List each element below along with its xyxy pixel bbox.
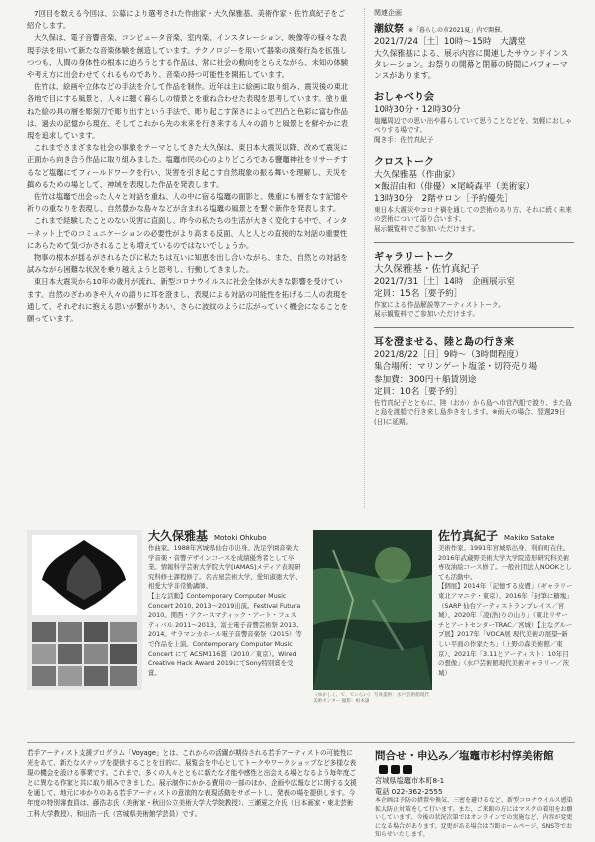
event-title: おしゃべり会 (374, 92, 434, 104)
event-line: 定員：15名［要予約］ (374, 289, 463, 300)
artist2-name-en: Makiko Satake (504, 534, 555, 542)
event-line: 集合場所：マリンゲート塩釜・切符売り場 (374, 362, 538, 373)
artist1-bio: 作曲家。1988年宮城県仙台市出身。洗足学園音楽大学音楽・音響デザインコースを成績優秀者として卒業。情報科学芸術大学院大学[IAMAS]メディア表現研究科修士課程修了。名古屋芸術大学、愛知淑徳大学、相愛大学非常勤講師。 (148, 544, 302, 591)
support-program-text: 若手アーティスト支援プログラム「Voyage」とは、これからの活躍が期待される若手アーティストの可能性に光をあて、新たなステップを提供することを目的に、展覧会を中心としてトークやワークショップなど多様な表現の機会を設ける事業です。これまで、多くの人々とともに新たな才能や感性と出会える場となるよう毎年度ごとに異なる作家と共に取り組みできました。展示制作にかかる費用の一部のほか、企画や広報などに関する支援を通して、地元にゆかりのある若手アーティストの意欲的な表現活動をサポートし、発表の場を提供します。今年度の特別審査員は、藤浩志氏（美術家・秋田公立美術大学大学院教授）、三瀬夏之介氏（日本画家・東北芸術工科大学教授）、和田浩一氏（宮城県美術館学芸員）です。 (27, 749, 357, 818)
intro-paragraph: 物事の根本が揺るがされるたびに私たちは互いに知恵を出し合いながら、また、自然との対話を試みながら困難な状況を乗り越えようと思考し、行動してきました。 (27, 253, 348, 275)
artist1-name: 大久保雅基 (148, 529, 209, 543)
artist2-awards: 【個展】2014年「記憶する皮膚」（ギャラリー東北アマニテ・東京）、2016年「封筆に糖塊」（SARP 仙台アーティストランプレイス／宮城）、2020年「凌(浩)りの山り」（東北リサーチとアートセンターTRAC／宮城）【主なグループ展】2017年「VOCA展 現代美術の展望─新しい平面の作家たち」（上野の森美術館／東京）、2021年「3.11とアーティスト：10年目の想像」（水戸芸術館現代美術ギャラリー／茨城） (438, 582, 573, 677)
event-date: 2021/7/24［土］10時～15時 大講堂 (374, 37, 526, 47)
event-line: 参加費：300円＋船賃別途 (374, 374, 477, 385)
event-line: 大久保雅基・佐竹真紀子 (374, 263, 480, 275)
artist2-bio: 美術作家。1991年宮城県出身、利府町在住。2016年武蔵野美術大学大学院造形研究科美術専攻油絵コース修了。一般社団法人NOOKとしても活動中。 (438, 544, 572, 581)
event-title-note: ※「暮らしの市2021夏」内で開催。 (408, 27, 507, 34)
divider (374, 327, 574, 328)
artist2-name: 佐竹真紀子 (438, 529, 499, 543)
contact-phone[interactable]: 電話 022-362-2555 (375, 787, 443, 796)
related-events (374, 8, 574, 434)
event-line: ×飯沼由和（俳優）×尾崎森平（美術家） (374, 182, 535, 192)
event-time: 10時30分・12時30分 (374, 105, 461, 116)
event-line: 13時30分 2階サロン［予約優先］ (374, 194, 514, 205)
contact-heading: 問合せ・申込み／塩竈市杉村惇美術館 (375, 750, 554, 762)
event-title: 潮紋祭 (374, 24, 404, 35)
event-note: 展示観覧料でご参加いただけます。 (374, 225, 479, 233)
event-desc: 東日本大震災やコロナ禍を通しての芸術のあり方、それに続く未来の芸術について語り合います。 (374, 205, 572, 224)
event-desc: 塩竈周辺での思い出や暮らしていて思うことなどを、気軽におしゃべりする場です。 (374, 116, 572, 135)
artist1-awards: 【主な活動】Contemporary Computer Music Concert 2010, 2013～2019出演。Festival Futura 2010。関西・アクースマティック・アート・フェスティバル 2011～2013。富士電子音響芸術祭 2013, 2014。サラマンカホール電子音響音楽祭（2015）等で作品を上演。Contemporary Computer Music Concert にて ACSM116賞（2010／東京）。Wired Creative Hack Award 2019にてSony特別賞を受賞。 (148, 591, 302, 677)
event-line: 定員：10名［要予約］ (374, 387, 463, 398)
event-desc: 大久保雅基による、展示内容に関連したサウンドインスタレーション。お祭りの開幕と閉幕の時間にパフォーマンスがあります。 (374, 49, 569, 81)
event-line: 大久保雅基（作曲家） (374, 169, 460, 180)
event-oshaberi (374, 88, 574, 145)
artist1-profile (148, 527, 303, 678)
event-line: 2021/7/31［土］14時 企画展示室 (374, 277, 515, 287)
artist1-name-en: Motoki Ohkubo (214, 534, 267, 542)
divider (374, 242, 574, 243)
event-shiomonsai (374, 20, 574, 81)
facebook-icon[interactable] (391, 765, 400, 774)
intro-paragraph: これまでさまざまな社会の事象をテーマとしてきた大久保は、東日本大震災以降、改めて震災に正面から向き合う作品に取り組みました。塩竈市民の心のよりどころである鹽竈神社をリサーチするなど塩竈にてフィールドワークを行い、災害を引き起こす自然現象の振る舞いを理解し、天災を鎮めるための場として、神域を表現した作品を発表します。 (27, 143, 348, 189)
contact-block (375, 748, 575, 840)
intro-paragraph: 佐竹は、絵画や立体などの手法を介して作品を制作。近年は主に絵画に取り組み、震災後の東北各地で目にする風景と、人々に聴く暮らしの情景とを重ね合わせた表現を思考しています。塗り重ねた絵の具の層を彫刻刀で彫り出すという手法で、彫り起こす深さによって凹凸と色彩に富む作品は、過去の記憶から現在、そしてこれから先の未来を行き来する人々の語りと風景とを鮮やかに表現を追求しています。 (27, 82, 349, 141)
satake-artwork-image (313, 530, 432, 690)
artwork-caption: 《ゆかしく、て、てぃらい》 写真提供：水戸芸術館現代美術センター 撮影：根本譲 (313, 693, 430, 704)
contact-address: 宮城県塩竈市本町8-1 (375, 776, 445, 785)
instagram-icon[interactable] (379, 765, 388, 774)
event-gallery-talk (374, 248, 574, 320)
event-note: 展示観覧料でご参加いただけます。 (374, 310, 479, 319)
event-island-walk (374, 333, 574, 427)
artist2-profile (438, 527, 573, 678)
contact-note: 本企画は予防の措置や換気、三密を避けるなど、新型コロナウイルス感染拡大防止対策をして行います。また、ご来館の方にはマスクの着用をお願いしています。今後の状況次第ではオンラインでの実施など、内容が変更になる場合があります。変更がある場合は当館ホームページ、SNS等でお知らせいたします。 (375, 797, 573, 838)
event-title: クロストーク (374, 156, 434, 168)
intro-paragraph: 佐竹は塩竈で出会った人々と対話を重ね、人の中に宿る塩竈の面影と、幾重にも層をなす記憶や祈りの重なりを表現し、自然豊かな島々などが含まれる塩竈の風景とを繋ぐ新作を発表します。 (27, 192, 348, 214)
events-heading: 関連企画 (374, 9, 402, 17)
intro-paragraph: 7回目を数える今回は、公募により選考された作曲家・大久保雅基、美術作家・佐竹真紀子をご紹介します。 (27, 9, 346, 31)
twitter-icon[interactable] (403, 765, 412, 774)
event-title: ギャラリートーク (374, 251, 454, 263)
event-line: 2021/8/22［日］9時～（3時間程度） (374, 350, 524, 360)
event-title: 耳を澄ませる、陸と島の行き来 (374, 337, 514, 348)
event-desc: 佐竹真紀子とともに、陸（おか）から島へ市営汽船で渡り、また島と島を渡船で行き来し島歩きをします。※雨天の場合、翌週29日(日)に延期。 (374, 398, 572, 426)
event-host: 聞き手：佐竹真紀子 (374, 136, 434, 144)
intro-paragraph: 大久保は、電子音響音楽、コンピュータ音楽、室内楽、インスタレーション、映像等の様々な表現手法を用いて新たな音楽体験を創造しています。テクノロジーを用いて器楽の演奏行為を拡張しつつも、人間の身体性の根本に迫ろうとする作品は、常に社会の動向をとらえながら、未知の体験や考え方に出会わせてくれるものであり、音楽の持つ可能性を開拓しています。 (27, 33, 349, 80)
intro-paragraph: 東日本大震災から10年の歳月が流れ、新型コロナウイルスに社会全体が大きな影響を受けています。自然のざわめきや人々の語りに耳を澄まし、表現による対話の可能性を拓げる二人の表現を通して、それぞれに抱える思いが繋がりあい、さらに波紋のように広がっていく機会になることを願っています。 (27, 277, 348, 324)
event-desc: 作家による作品解説等アーティストトーク。 (374, 300, 505, 309)
intro-paragraph: これまで経験したことのない災害に直面し、昨今の私たちの生活が大きく変化する中で、インターネット上でのコミュニケーションの必要性がより高まる反面、人と人との直接的な対話の重要性にあらためて気づかされることも増えているのではないでしょうか。 (27, 216, 348, 250)
event-crosstalk (374, 153, 574, 235)
column-divider (364, 8, 365, 508)
intro-text (27, 8, 349, 325)
ohkubo-artwork-image (27, 530, 142, 690)
divider (27, 742, 575, 743)
